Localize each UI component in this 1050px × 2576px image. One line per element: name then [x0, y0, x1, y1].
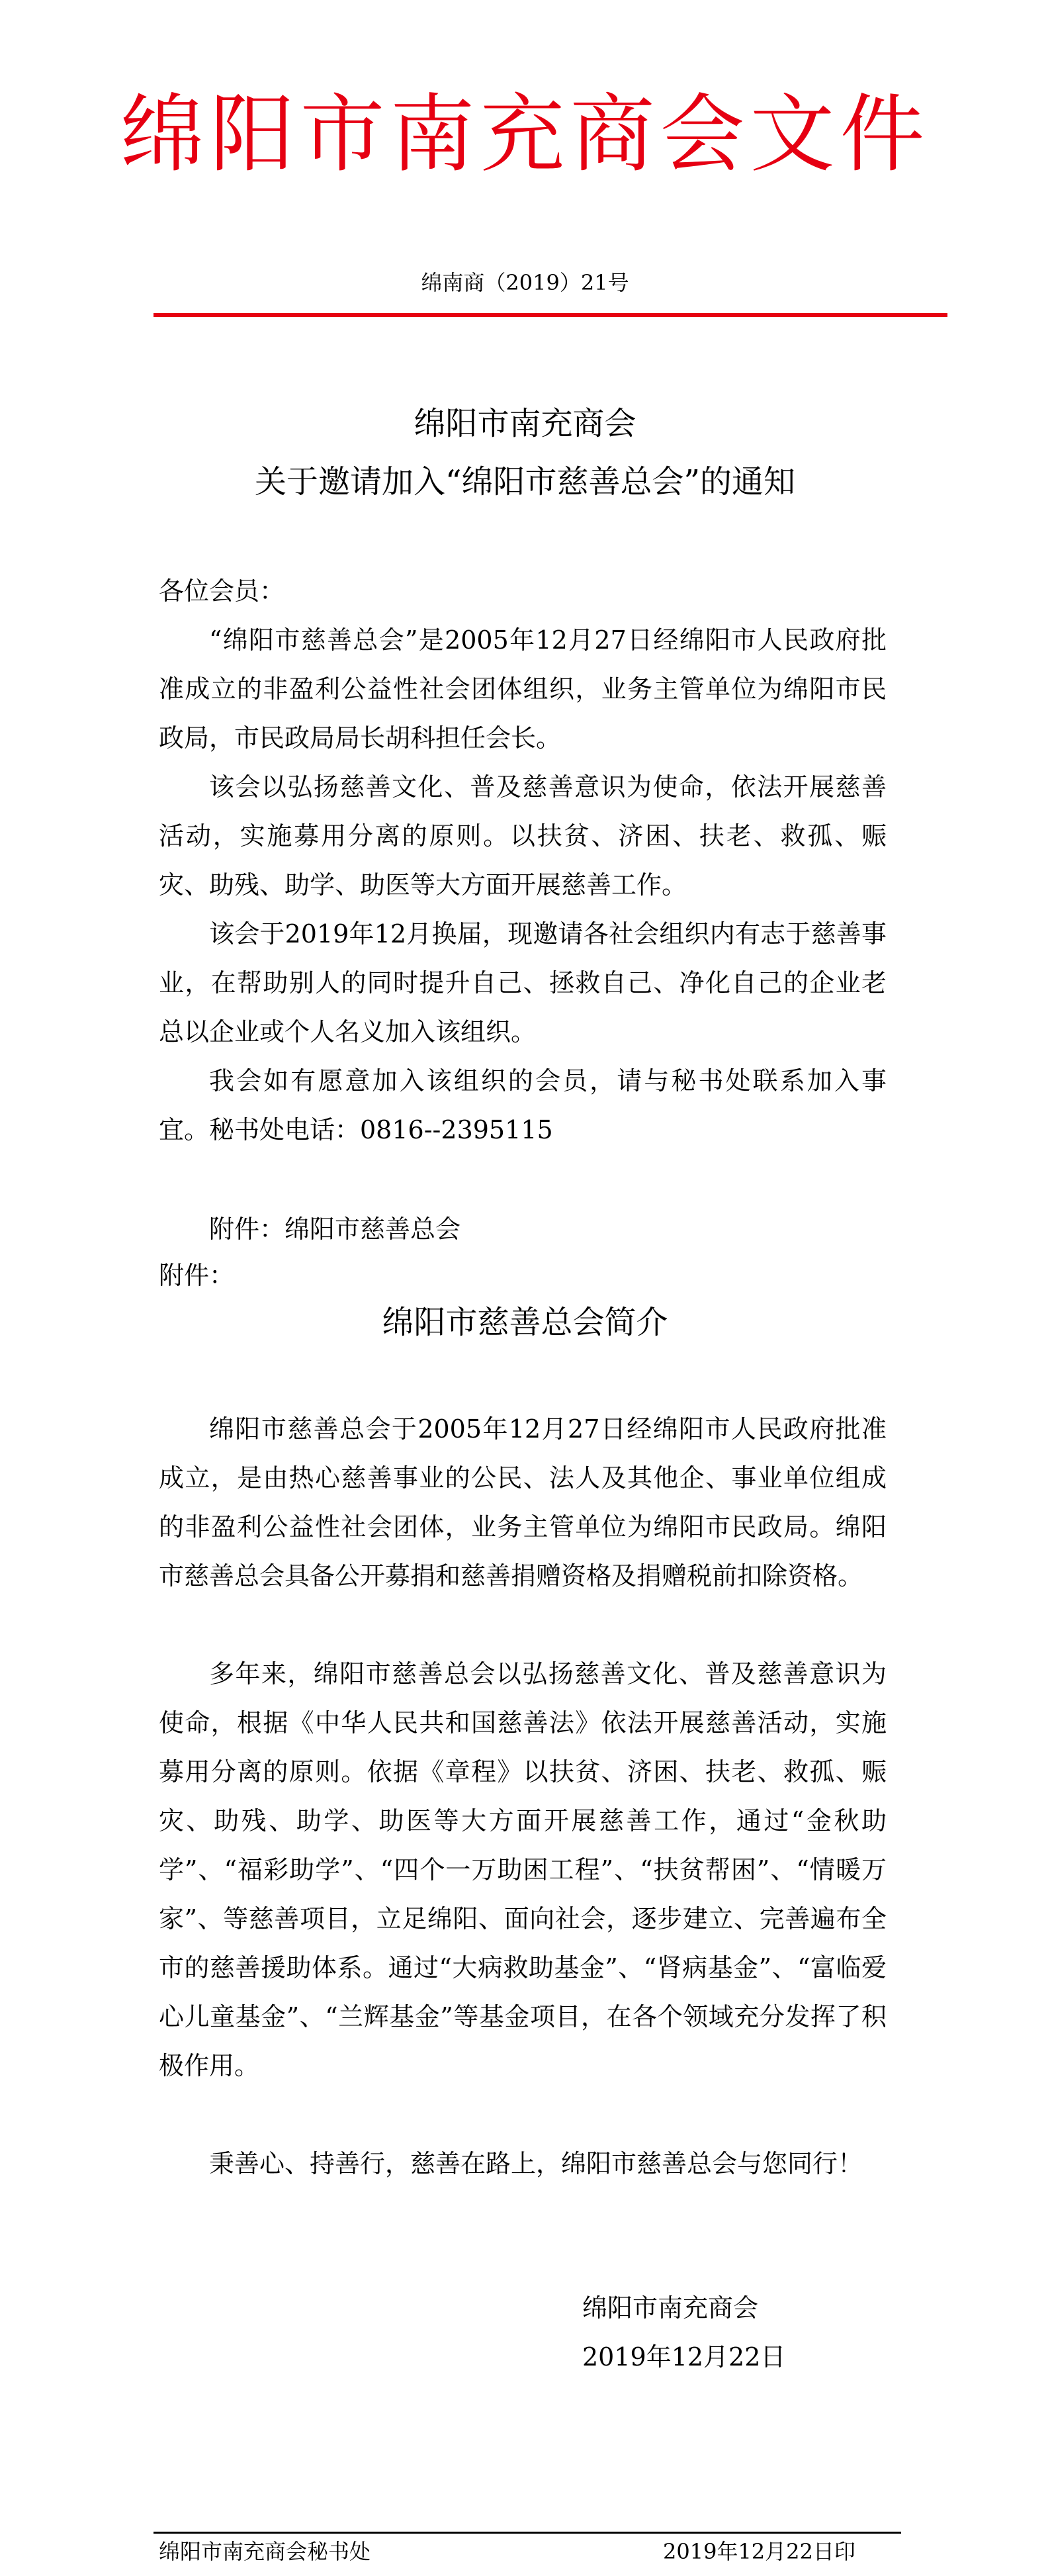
document-number: 绵南商（2019）21号 [421, 270, 629, 295]
attachment-paragraph-3: 秉善心、持善行，慈善在路上，绵阳市慈善总会与您同行！ [209, 2149, 863, 2178]
attachment-label: 附件： [159, 1261, 235, 1290]
footer-divider [153, 2532, 901, 2534]
attachment-note: 附件：绵阳市慈善总会 [209, 1215, 461, 1244]
attachment-title: 绵阳市慈善总会简介 [382, 1304, 668, 1341]
document-masthead: 绵阳市南充商会文件 [120, 85, 930, 184]
attachment-paragraph-2: 多年来，绵阳市慈善总会以弘扬慈善文化、普及慈善意识为使命，根据《中华人民共和国慈善法》依法开展慈善活动，实施募用分离的原则。依据《章程》以扶贫、济困、扶老、救孤、赈灾、助残、助学、助医等大方面开展慈善工作，通过“金秋助学”、“福彩助学”、“四个一万助困工程”、“扶贫帮困”、“情暖万家”、等慈善项目，立足绵阳、面向社会，逐步建立、完善遍布全市的慈善援助体系。通过“大病救助基金”、“肾病基金”、“富临爱心儿童基金”、“兰辉基金”等基金项目，在各个领域充分发挥了积极作用。 [159, 1659, 887, 2080]
notice-paragraph-1: “绵阳市慈善总会”是2005年12月27日经绵阳市人民政府批准成立的非盈利公益性社会团体组织，业务主管单位为绵阳市民政局，市民政局局长胡科担任会长。 [159, 625, 887, 753]
footer-issuer: 绵阳市南充商会秘书处 [159, 2539, 371, 2564]
attachment-paragraph-1: 绵阳市慈善总会于2005年12月27日经绵阳市人民政府批准成立，是由热心慈善事业的公民、法人及其他企、事业单位组成的非盈利公益性社会团体，业务主管单位为绵阳市民政局。绵阳市慈善总会具备公开募捐和慈善捐赠资格及捐赠税前扣除资格。 [159, 1414, 887, 1590]
notice-title-line1: 绵阳市南充商会 [414, 405, 636, 442]
notice-title-line2: 关于邀请加入“绵阳市慈善总会”的通知 [254, 463, 796, 500]
red-divider [153, 313, 947, 317]
signature-organization: 绵阳市南充商会 [582, 2293, 759, 2323]
notice-paragraph-2: 该会以弘扬慈善文化、普及慈善意识为使命，依法开展慈善活动，实施募用分离的原则。以扶贫、济困、扶老、救孤、赈灾、助残、助学、助医等大方面开展慈善工作。 [159, 772, 887, 899]
footer-print-date: 2019年12月22日印 [663, 2539, 855, 2564]
salutation: 各位会员： [159, 576, 285, 606]
signature-date: 2019年12月22日 [582, 2342, 786, 2371]
notice-paragraph-4: 我会如有愿意加入该组织的会员，请与秘书处联系加入事宜。秘书处电话：0816--2395115 [159, 1066, 887, 1144]
notice-paragraph-3: 该会于2019年12月换届，现邀请各社会组织内有志于慈善事业，在帮助别人的同时提升自己、拯救自己、净化自己的企业老总以企业或个人名义加入该组织。 [159, 919, 887, 1046]
